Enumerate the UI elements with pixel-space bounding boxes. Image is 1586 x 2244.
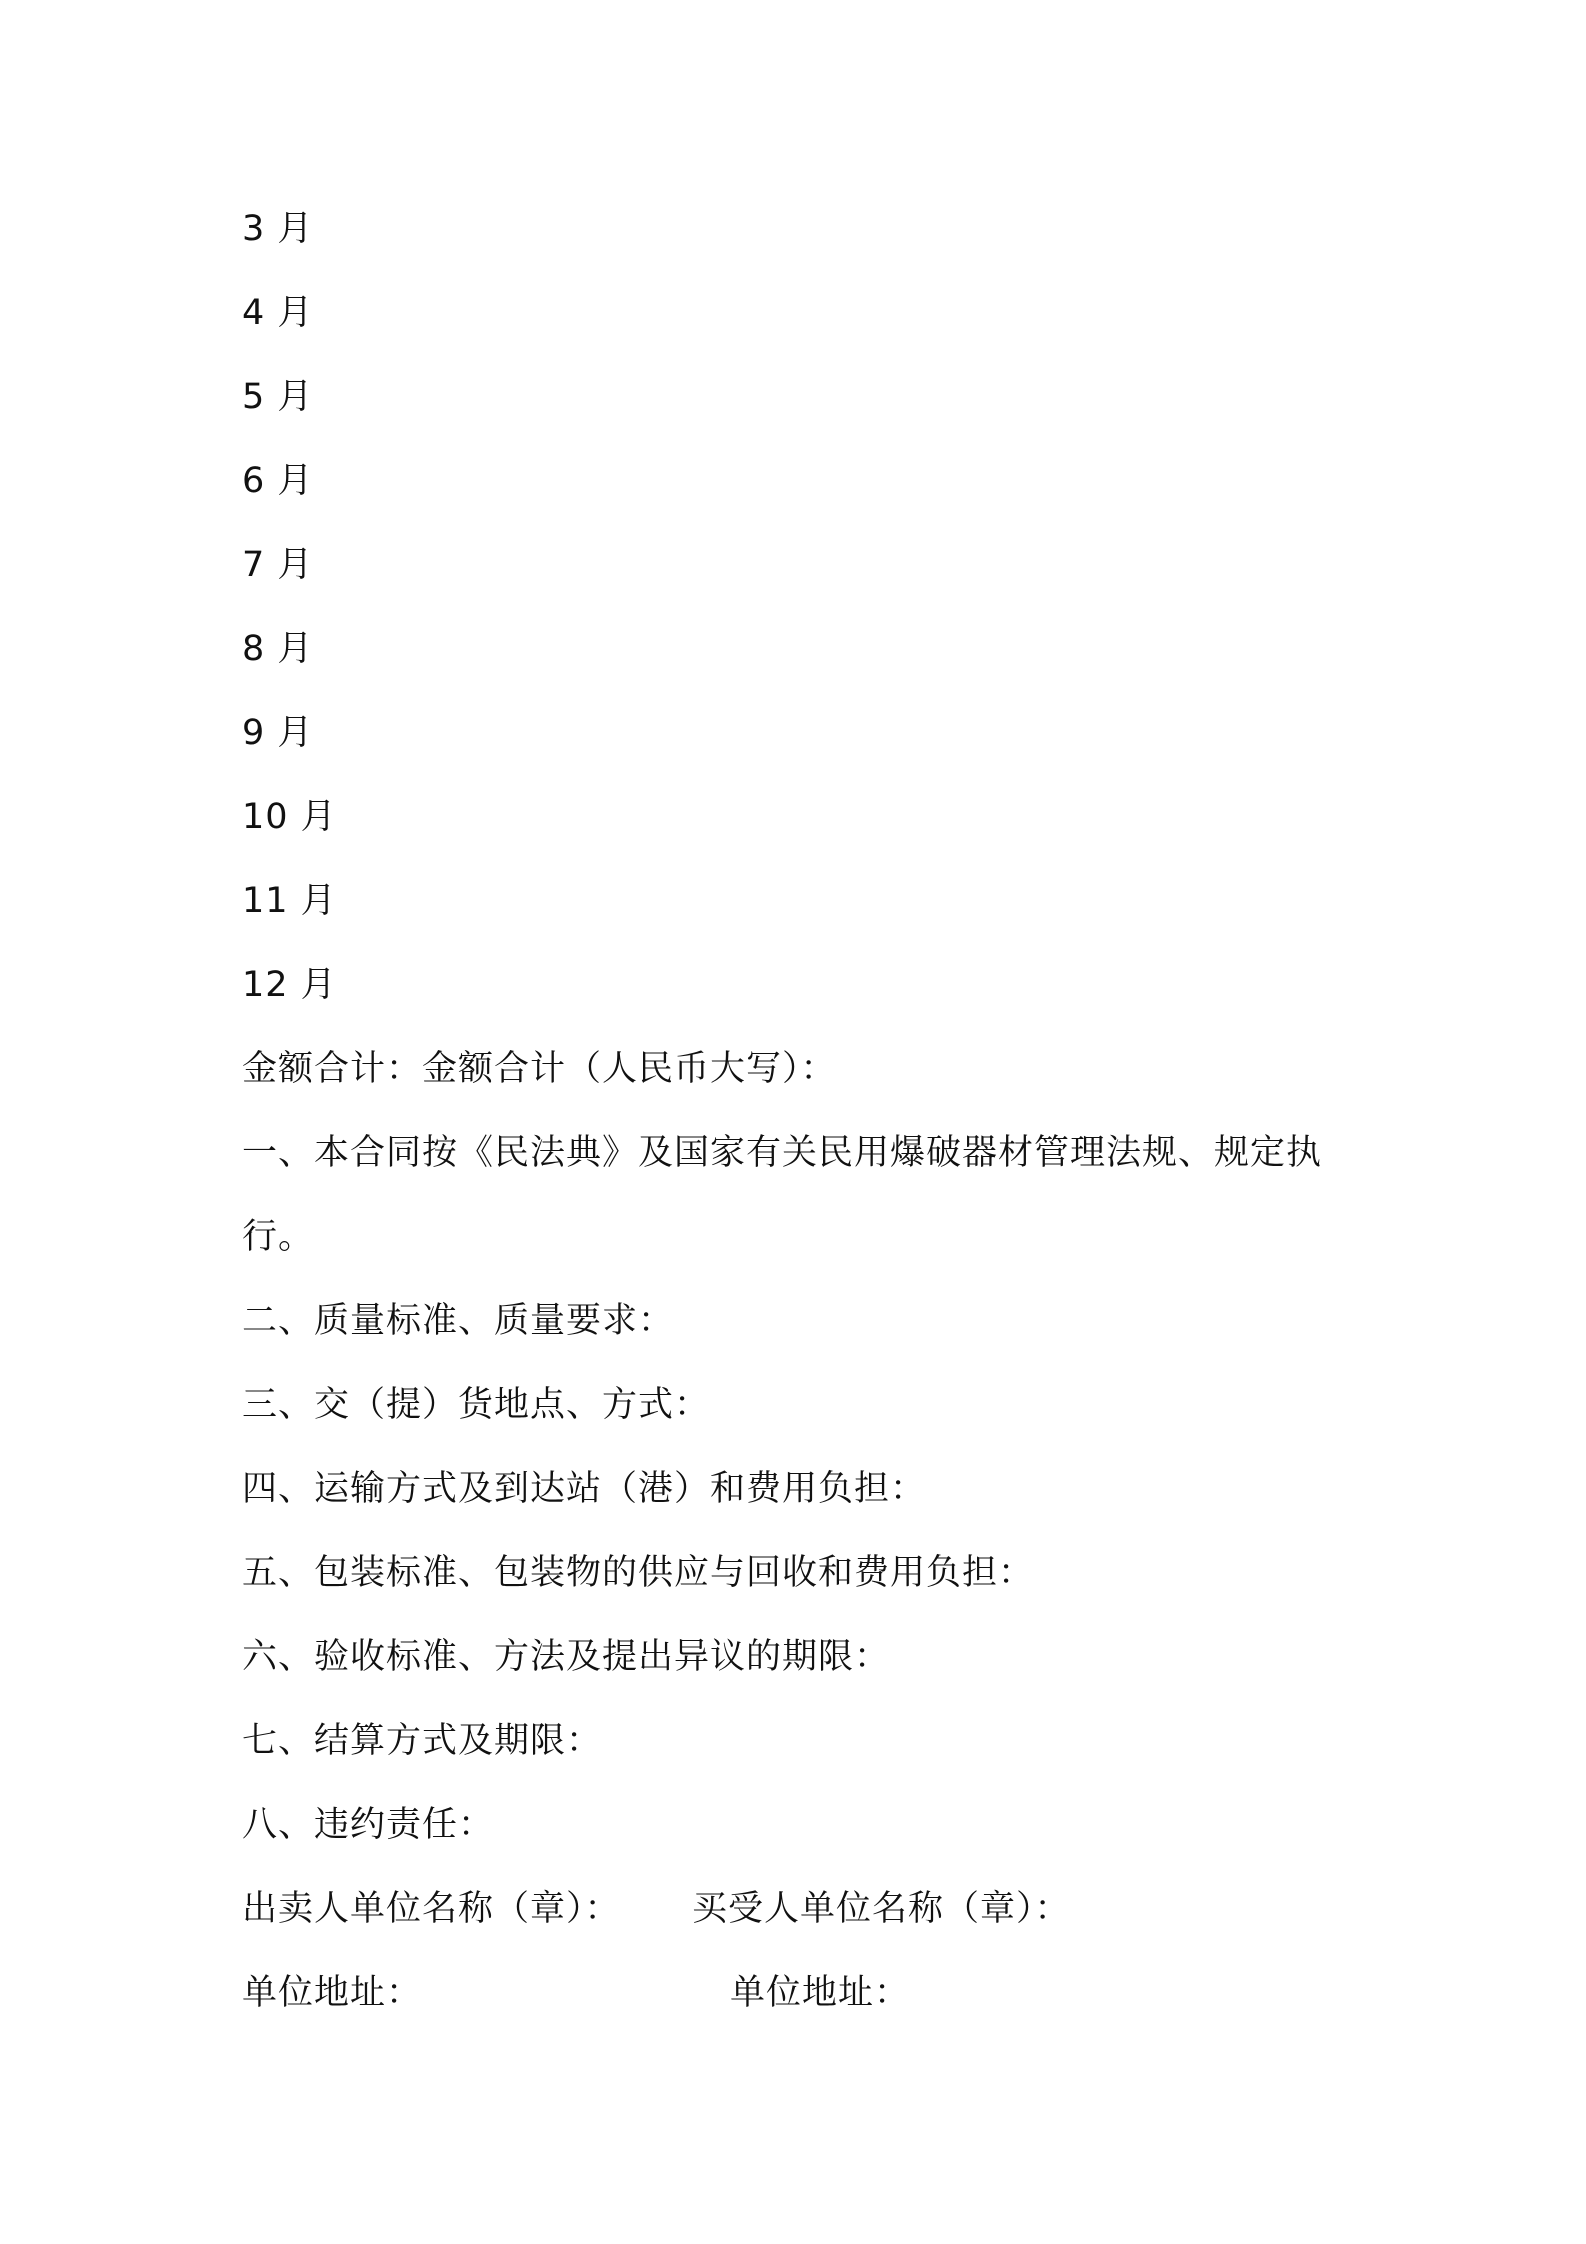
- month-line: 5 月: [242, 377, 314, 417]
- month-line: 8 月: [242, 629, 314, 669]
- clause-7: 七、结算方式及期限：: [242, 1721, 603, 1761]
- month-line: 12 月: [242, 965, 337, 1005]
- total-amount-line: 金额合计：金额合计（人民币大写）：: [242, 1049, 837, 1089]
- seller-name-label: 出卖人单位名称（章）：: [242, 1889, 621, 1929]
- clause-3: 三、交（提）货地点、方式：: [242, 1385, 711, 1425]
- buyer-address-label: 单位地址：: [730, 1973, 911, 2013]
- clause-5: 五、包装标准、包装物的供应与回收和费用负担：: [242, 1553, 1035, 1593]
- seller-address-label: 单位地址：: [242, 1973, 423, 2013]
- clause-2: 二、质量标准、质量要求：: [242, 1301, 675, 1341]
- month-line: 7 月: [242, 545, 314, 585]
- month-line: 3 月: [242, 209, 314, 249]
- buyer-name-label: 买受人单位名称（章）：: [692, 1889, 1071, 1929]
- month-line: 9 月: [242, 713, 314, 753]
- clause-8: 八、违约责任：: [242, 1805, 495, 1845]
- clause-1-line-1: 一、本合同按《民法典》及国家有关民用爆破器材管理法规、规定执: [242, 1133, 1323, 1173]
- month-line: 4 月: [242, 293, 314, 333]
- month-line: 6 月: [242, 461, 314, 501]
- clause-4: 四、运输方式及到达站（港）和费用负担：: [242, 1469, 927, 1509]
- month-line: 10 月: [242, 797, 337, 837]
- clause-1-line-2: 行。: [242, 1217, 315, 1257]
- clause-6: 六、验收标准、方法及提出异议的期限：: [242, 1637, 891, 1677]
- month-line: 11 月: [242, 881, 337, 921]
